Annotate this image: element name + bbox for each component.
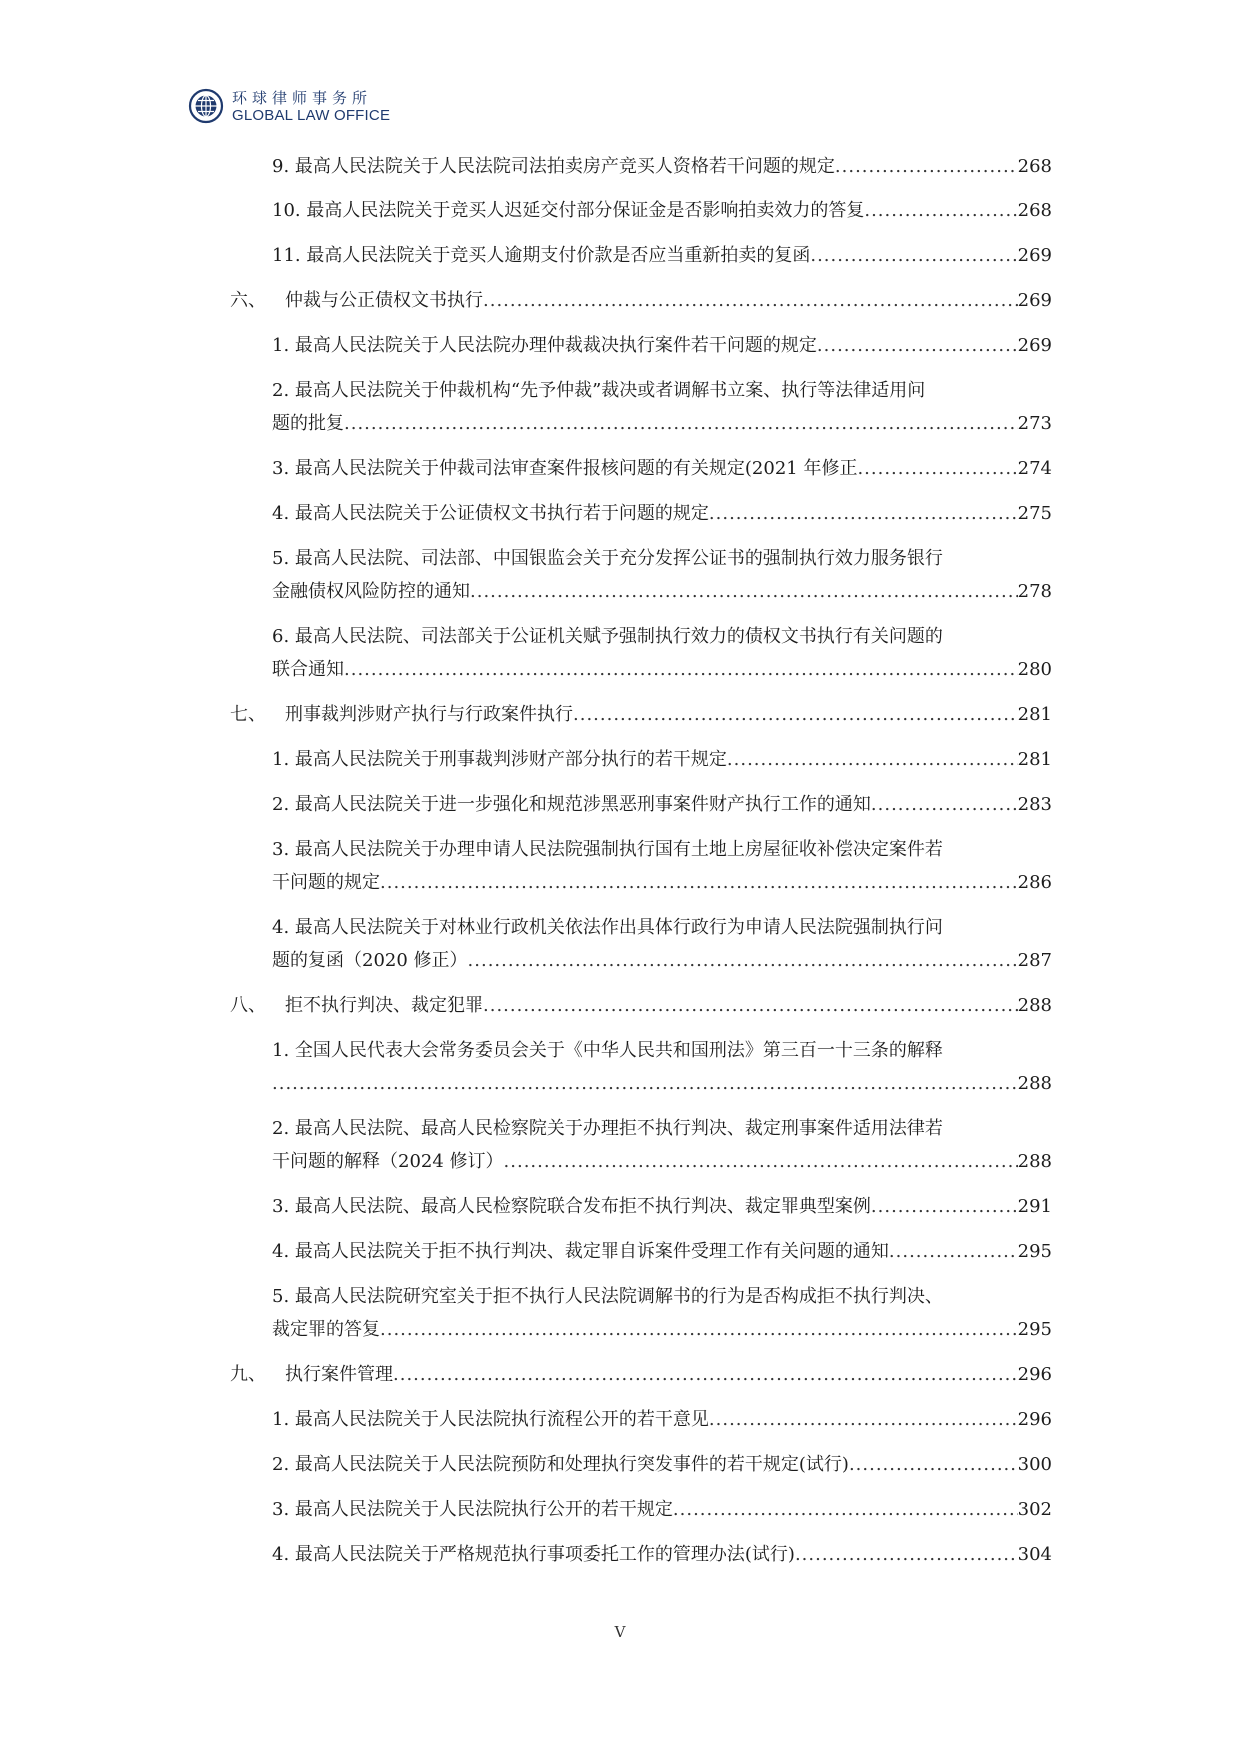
toc-entry-title: 裁定罪的答复	[272, 1319, 380, 1340]
toc-leader-dots	[871, 1192, 1018, 1222]
toc-page-number: 281	[1017, 749, 1052, 770]
toc-entry-title: 2. 最高人民法院关于人民法院预防和处理执行突发事件的若干规定(试行)	[272, 1454, 849, 1475]
toc-entry[interactable]	[272, 1315, 1052, 1345]
toc-entry-title: 11. 最高人民法院关于竞买人逾期支付价款是否应当重新拍卖的复函	[272, 245, 811, 266]
toc-leader-dots	[483, 286, 1018, 316]
toc-leader-dots	[709, 499, 1018, 529]
toc-entry-first-line[interactable]: 5. 最高人民法院、司法部、中国银监会关于充分发挥公证书的强制执行效力服务银行	[272, 548, 943, 569]
toc-entry-first-line[interactable]: 3. 最高人民法院关于办理申请人民法院强制执行国有土地上房屋征收补偿决定案件若	[272, 839, 943, 860]
toc-entry-title: 3. 最高人民法院、最高人民检察院联合发布拒不执行判决、裁定罪典型案例	[272, 1196, 871, 1217]
toc-entry-title: 联合通知	[272, 659, 344, 680]
toc-entry[interactable]	[272, 331, 1052, 361]
toc-section-number: 八、	[230, 995, 266, 1016]
toc-section-heading[interactable]	[230, 1360, 1052, 1390]
toc-entry-first-line[interactable]: 2. 最高人民法院、最高人民检察院关于办理拒不执行判决、裁定刑事案件适用法律若	[272, 1118, 943, 1139]
toc-section-number: 六、	[230, 290, 266, 311]
toc-entry-title: 9. 最高人民法院关于人民法院司法拍卖房产竞买人资格若干问题的规定	[272, 156, 835, 177]
toc-leader-dots	[864, 196, 1017, 226]
toc-entry-title: 1. 最高人民法院关于刑事裁判涉财产部分执行的若干规定	[272, 749, 727, 770]
toc-entry[interactable]	[272, 409, 1052, 439]
toc-leader-dots	[709, 1405, 1018, 1435]
toc-entry[interactable]	[272, 1147, 1052, 1177]
toc-entry[interactable]	[272, 1540, 1052, 1570]
toc-page-number: 296	[1017, 1409, 1052, 1430]
toc-section-heading[interactable]	[230, 991, 1052, 1021]
toc-entry-title: 4. 最高人民法院关于公证债权文书执行若于问题的规定	[272, 503, 709, 524]
toc-page-number: 291	[1017, 1196, 1052, 1217]
toc-page-number: 275	[1017, 503, 1052, 524]
toc-leader-dots	[468, 946, 1018, 976]
toc-page-number: 302	[1017, 1499, 1052, 1520]
toc-entry[interactable]	[272, 868, 1052, 898]
toc-page-number: 300	[1017, 1454, 1052, 1475]
toc-leader-dots	[795, 1540, 1018, 1570]
toc-entry-first-line[interactable]: 4. 最高人民法院关于对林业行政机关依法作出具体行政行为申请人民法院强制执行问	[272, 917, 943, 938]
toc-leader-dots	[835, 152, 1018, 182]
toc-page-number: 278	[1017, 581, 1052, 602]
toc-entry[interactable]	[272, 745, 1052, 775]
toc-entry-title: 3. 最高人民法院关于仲裁司法审查案件报核问题的有关规定(2021 年修正	[272, 458, 858, 479]
toc-leader-dots	[380, 1315, 1018, 1345]
toc-leader-dots	[889, 1237, 1018, 1267]
toc-page-number: 269	[1017, 290, 1052, 311]
toc-entry-first-line[interactable]: 5. 最高人民法院研究室关于拒不执行人民法院调解书的行为是否构成拒不执行判决、	[272, 1286, 943, 1307]
toc-leader-dots	[483, 991, 1018, 1021]
toc-leader-dots	[470, 577, 1018, 607]
toc-page-number: 281	[1017, 704, 1052, 725]
toc-leader-dots	[871, 790, 1018, 820]
toc-entry-title: 题的批复	[272, 413, 344, 434]
globe-icon	[188, 88, 224, 124]
firm-logo	[188, 86, 390, 126]
logo-english-name: GLOBAL LAW OFFICE	[232, 106, 391, 124]
toc-entry[interactable]	[272, 1069, 1052, 1099]
toc-entry[interactable]	[272, 241, 1052, 271]
toc-entry[interactable]	[272, 790, 1052, 820]
toc-entry[interactable]	[272, 152, 1052, 182]
toc-leader-dots	[380, 868, 1018, 898]
toc-leader-dots	[673, 1495, 1018, 1525]
toc-page-number: 287	[1017, 950, 1052, 971]
toc-section-title: 刑事裁判涉财产执行与行政案件执行	[285, 704, 573, 725]
toc-page-number: 295	[1017, 1319, 1052, 1340]
toc-leader-dots	[573, 700, 1018, 730]
toc-section-title: 仲裁与公正债权文书执行	[285, 290, 483, 311]
logo-chinese-name: 环球律师事务所	[232, 88, 373, 107]
toc-entry-title: 4. 最高人民法院关于拒不执行判决、裁定罪自诉案件受理工作有关问题的通知	[272, 1241, 889, 1262]
toc-page-number: 304	[1017, 1544, 1052, 1565]
toc-entry-title: 10. 最高人民法院关于竞买人迟延交付部分保证金是否影响拍卖效力的答复	[272, 200, 865, 221]
toc-section-heading[interactable]	[230, 286, 1052, 316]
toc-entry-first-line[interactable]: 1. 全国人民代表大会常务委员会关于《中华人民共和国刑法》第三百一十三条的解释	[272, 1040, 943, 1061]
toc-leader-dots	[504, 1147, 1018, 1177]
toc-section-title: 拒不执行判决、裁定犯罪	[285, 995, 483, 1016]
toc-entry[interactable]	[272, 196, 1052, 226]
toc-entry[interactable]	[272, 1405, 1052, 1435]
toc-page-number: 280	[1017, 659, 1052, 680]
toc-leader-dots	[857, 454, 1017, 484]
toc-entry-first-line[interactable]: 6. 最高人民法院、司法部关于公证机关赋予强制执行效力的债权文书执行有关问题的	[272, 626, 943, 647]
toc-entry-title: 2. 最高人民法院关于进一步强化和规范涉黑恶刑事案件财产执行工作的通知	[272, 794, 871, 815]
toc-section-number: 七、	[230, 704, 266, 725]
toc-entry-title: 4. 最高人民法院关于严格规范执行事项委托工作的管理办法(试行)	[272, 1544, 795, 1565]
toc-page-number: 268	[1017, 200, 1052, 221]
toc-page-number: 296	[1017, 1364, 1052, 1385]
toc-leader-dots	[817, 331, 1018, 361]
toc-page-number: 288	[1017, 1073, 1052, 1094]
toc-entry-title: 3. 最高人民法院关于人民法院执行公开的若干规定	[272, 1499, 673, 1520]
toc-leader-dots	[727, 745, 1018, 775]
toc-entry[interactable]	[272, 577, 1052, 607]
toc-page-number: 288	[1017, 995, 1052, 1016]
toc-entry-title: 1. 最高人民法院关于人民法院执行流程公开的若干意见	[272, 1409, 709, 1430]
toc-entry-title: 金融债权风险防控的通知	[272, 581, 470, 602]
toc-entry[interactable]	[272, 946, 1052, 976]
toc-leader-dots	[272, 1069, 1018, 1099]
toc-leader-dots	[344, 655, 1018, 685]
toc-section-heading[interactable]	[230, 700, 1052, 730]
toc-entry[interactable]	[272, 1495, 1052, 1525]
toc-entry-title: 题的复函（2020 修正）	[272, 950, 468, 971]
toc-page-number: 274	[1017, 458, 1052, 479]
toc-entry-first-line[interactable]: 2. 最高人民法院关于仲裁机构“先予仲裁”裁决或者调解书立案、执行等法律适用问	[272, 380, 926, 401]
toc-section-number: 九、	[230, 1364, 266, 1385]
toc-page-number: 269	[1017, 335, 1052, 356]
toc-entry[interactable]	[272, 1192, 1052, 1222]
toc-leader-dots	[344, 409, 1018, 439]
toc-section-title: 执行案件管理	[285, 1364, 393, 1385]
toc-entry[interactable]	[272, 655, 1052, 685]
toc-page-number: 273	[1017, 413, 1052, 434]
toc-entry[interactable]	[272, 1450, 1052, 1480]
toc-entry[interactable]	[272, 499, 1052, 529]
toc-page-number: 283	[1017, 794, 1052, 815]
toc-leader-dots	[810, 241, 1017, 271]
toc-leader-dots	[393, 1360, 1018, 1390]
page-number: V	[614, 1623, 626, 1641]
toc-page-number: 288	[1017, 1151, 1052, 1172]
toc-page-number: 286	[1017, 872, 1052, 893]
toc-entry-title: 干问题的规定	[272, 872, 380, 893]
toc-leader-dots	[849, 1450, 1018, 1480]
toc-entry-title: 干问题的解释（2024 修订）	[272, 1151, 504, 1172]
toc-entry[interactable]	[272, 1237, 1052, 1267]
toc-entry-title: 1. 最高人民法院关于人民法院办理仲裁裁决执行案件若干问题的规定	[272, 335, 817, 356]
toc-entry[interactable]	[272, 454, 1052, 484]
toc-page-number: 295	[1017, 1241, 1052, 1262]
toc-page-number: 269	[1017, 245, 1052, 266]
toc-page-number: 268	[1017, 156, 1052, 177]
